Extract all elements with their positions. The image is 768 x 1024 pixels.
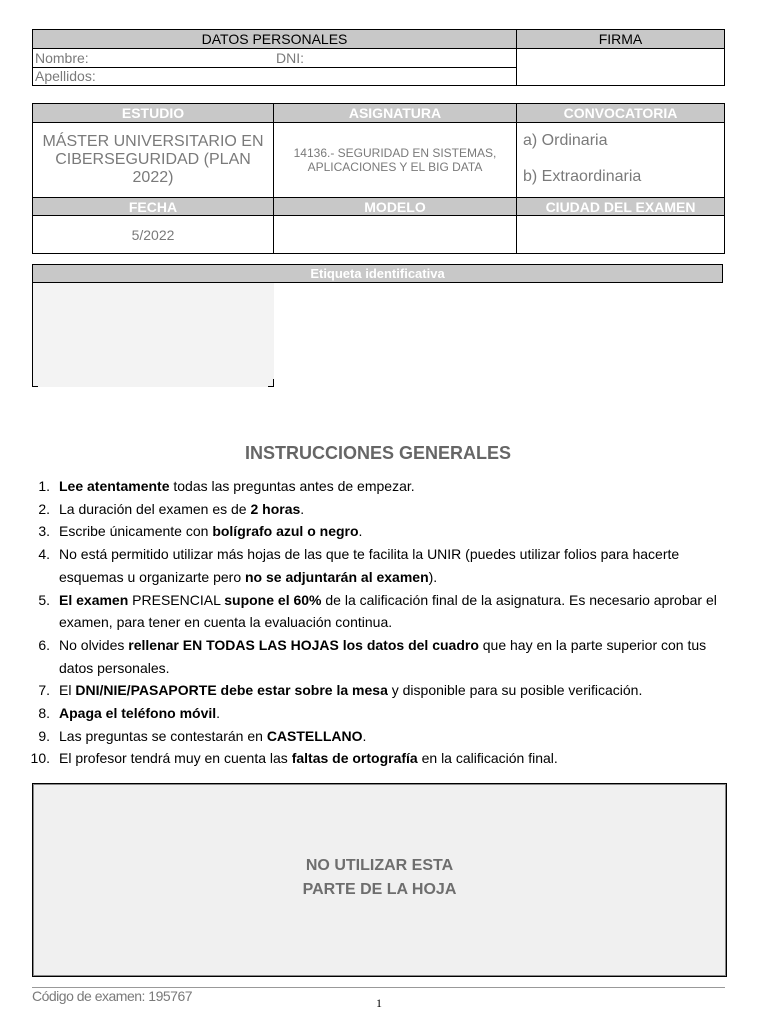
- etiqueta-header: Etiqueta identificativa: [32, 264, 723, 283]
- modelo-field[interactable]: [273, 215, 517, 254]
- reserved-line1: NO UTILIZAR ESTA: [305, 857, 454, 874]
- ciudad-header: CIUDAD DEL EXAMEN: [516, 197, 725, 216]
- convocatoria-extraordinaria[interactable]: b) Extraordinaria: [523, 168, 642, 185]
- instructions-title: INSTRUCCIONES GENERALES: [244, 443, 512, 463]
- instruction-item: [28, 725, 738, 748]
- instruction-bold-text: El examen: [59, 591, 129, 608]
- instruction-text: .: [362, 727, 367, 744]
- estudio-value: MÁSTER UNIVERSITARIO EN CIBERSEGURIDAD (PLAN 2022): [32, 122, 274, 198]
- modelo-header: MODELO: [273, 197, 517, 216]
- instruction-text: de la calificación final de la asignatura. Es necesario aprobar el examen, para tener en cuenta la evaluación continua.: [59, 591, 717, 631]
- convocatoria-header: CONVOCATORIA: [516, 103, 725, 123]
- instruction-bold-text: rellenar EN TODAS LAS HOJAS los datos del cuadro: [128, 636, 479, 653]
- instruction-text: .: [358, 523, 363, 540]
- etiqueta-area: [32, 283, 274, 387]
- apellidos-field[interactable]: [32, 67, 517, 86]
- exam-code: Código de examen: 195767: [32, 988, 193, 1004]
- instruction-bold-text: bolígrafo azul o negro: [212, 523, 359, 540]
- instruction-text: PRESENCIAL: [128, 591, 225, 608]
- instruction-text: El: [59, 682, 76, 699]
- corner-mark-br-v: [273, 379, 274, 387]
- instruction-item: [28, 475, 738, 498]
- instruction-number: 4.: [38, 546, 50, 563]
- instruction-text: Las preguntas se contestarán en: [59, 727, 267, 744]
- instruction-text: .: [216, 705, 221, 722]
- instruction-number: 3.: [38, 523, 50, 540]
- instruction-bold-text: DNI/NIE/PASAPORTE debe estar sobre la mesa: [75, 682, 388, 699]
- instruction-text: todas las preguntas antes de empezar.: [169, 478, 415, 494]
- reserved-area: [32, 783, 727, 977]
- instruction-item: [28, 747, 738, 770]
- label-border-left: [32, 283, 33, 387]
- instruction-item: [28, 520, 738, 543]
- instruction-bold-text: no se adjuntarán al examen: [245, 568, 429, 585]
- firma-header: FIRMA: [516, 29, 725, 49]
- instruction-item: [28, 498, 738, 521]
- instruction-item: [28, 679, 738, 702]
- instruction-item: [28, 543, 738, 588]
- asignatura-value: 14136.- SEGURIDAD EN SISTEMAS, APLICACIONES Y EL BIG DATA: [273, 122, 517, 198]
- reserved-line2: PARTE DE LA HOJA: [302, 881, 457, 898]
- fecha-header: FECHA: [32, 197, 274, 216]
- instruction-number: 10.: [30, 750, 50, 767]
- instruction-bold-text: Apaga el teléfono móvil: [59, 705, 217, 722]
- convocatoria-cell: [516, 122, 725, 198]
- instruction-text: que hay en la parte superior con tus datos personales.: [59, 636, 707, 676]
- instruction-number: 5.: [38, 591, 50, 608]
- instruction-bold-text: faltas de ortografía: [291, 750, 418, 767]
- instruction-text: Escribe únicamente con: [59, 523, 213, 540]
- apellidos-label: Apellidos:: [35, 68, 96, 84]
- instruction-number: 7.: [38, 682, 50, 699]
- page-number: 1: [376, 996, 382, 1010]
- corner-mark-bl: [32, 386, 38, 387]
- instruction-bold-text: supone el 60%: [224, 591, 322, 608]
- personal-data-header: DATOS PERSONALES: [32, 29, 517, 49]
- dni-label: DNI:: [276, 50, 304, 66]
- nombre-label: Nombre:: [35, 50, 89, 66]
- instruction-number: 1.: [38, 478, 50, 494]
- instruction-text: No olvides: [59, 636, 129, 653]
- instruction-text: y disponible para su posible verificación.: [387, 682, 643, 699]
- asignatura-header: ASIGNATURA: [273, 103, 517, 123]
- instruction-bold-text: 2 horas: [250, 500, 301, 517]
- instruction-item: [28, 702, 738, 725]
- instruction-text: La duración del examen es de: [59, 500, 251, 517]
- instruction-text: El profesor tendrá muy en cuenta las: [59, 750, 292, 767]
- instruction-text: en la calificación final.: [417, 750, 558, 767]
- instruction-item: [28, 589, 738, 634]
- ciudad-field[interactable]: [516, 215, 725, 254]
- instructions-list: [28, 475, 738, 770]
- instruction-text: No está permitido utilizar más hojas de las que te facilita la UNIR (puedes utilizar folios para hacerte esquemas u organizarte pero: [59, 546, 680, 585]
- instruction-bold-text: CASTELLANO: [266, 727, 363, 744]
- nombre-field[interactable]: [32, 48, 517, 68]
- instruction-number: 8.: [38, 705, 50, 722]
- instruction-text: ).: [428, 568, 438, 585]
- instruction-number: 2.: [38, 500, 50, 517]
- fecha-value: 5/2022: [32, 215, 274, 254]
- instruction-bold-text: Lee atentamente: [59, 478, 170, 494]
- instruction-number: 9.: [38, 727, 50, 744]
- firma-field[interactable]: [516, 48, 725, 86]
- instruction-number: 6.: [38, 636, 50, 653]
- instruction-text: .: [300, 500, 305, 517]
- estudio-header: ESTUDIO: [32, 103, 274, 123]
- instruction-item: [28, 634, 738, 679]
- convocatoria-ordinaria[interactable]: a) Ordinaria: [523, 132, 608, 149]
